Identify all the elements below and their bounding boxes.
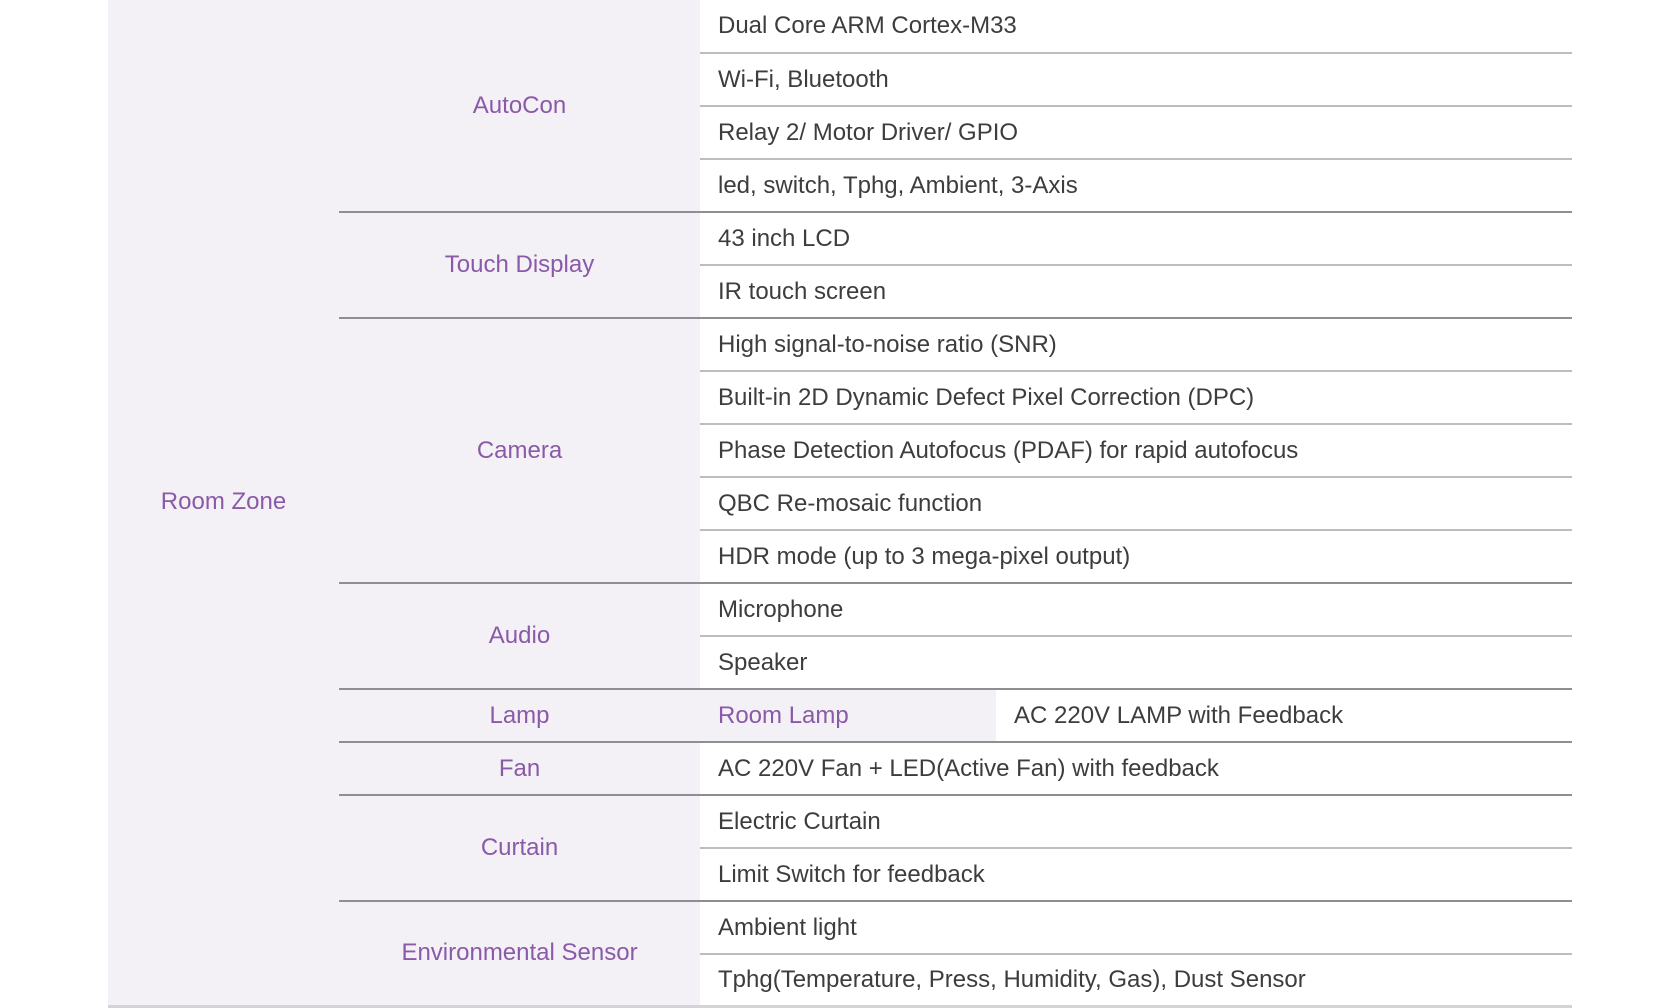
category-autocon: AutoCon	[339, 0, 700, 212]
category-fan: Fan	[339, 742, 700, 795]
spec-item: led, switch, Tphg, Ambient, 3-Axis	[700, 159, 1572, 212]
subcategory-room-lamp: Room Lamp	[700, 689, 996, 742]
spec-item: 43 inch LCD	[700, 212, 1572, 265]
spec-item: Tphg(Temperature, Press, Humidity, Gas), Dust Sensor	[700, 954, 1572, 1006]
spec-item: IR touch screen	[700, 265, 1572, 318]
spec-item: Dual Core ARM Cortex-M33	[700, 0, 1572, 53]
spec-item: High signal-to-noise ratio (SNR)	[700, 318, 1572, 371]
spec-item: Speaker	[700, 636, 1572, 689]
spec-item: HDR mode (up to 3 mega-pixel output)	[700, 530, 1572, 583]
category-lamp: Lamp	[339, 689, 700, 742]
spec-item: Ambient light	[700, 901, 1572, 954]
spec-item: Limit Switch for feedback	[700, 848, 1572, 901]
table-row	[108, 0, 1572, 53]
spec-item: Microphone	[700, 583, 1572, 636]
category-curtain: Curtain	[339, 795, 700, 901]
spec-item: AC 220V LAMP with Feedback	[996, 689, 1572, 742]
spec-table	[108, 0, 1572, 1008]
category-audio: Audio	[339, 583, 700, 689]
spec-item: QBC Re-mosaic function	[700, 477, 1572, 530]
category-touch-display: Touch Display	[339, 212, 700, 318]
spec-item: AC 220V Fan + LED(Active Fan) with feedback	[700, 742, 1572, 795]
spec-item: Electric Curtain	[700, 795, 1572, 848]
spec-item: Wi-Fi, Bluetooth	[700, 53, 1572, 106]
zone-label: Room Zone	[108, 0, 339, 1006]
spec-item: Relay 2/ Motor Driver/ GPIO	[700, 106, 1572, 159]
category-environmental-sensor: Environmental Sensor	[339, 901, 700, 1006]
spec-item: Built-in 2D Dynamic Defect Pixel Correction (DPC)	[700, 371, 1572, 424]
spec-item: Phase Detection Autofocus (PDAF) for rapid autofocus	[700, 424, 1572, 477]
category-camera: Camera	[339, 318, 700, 583]
